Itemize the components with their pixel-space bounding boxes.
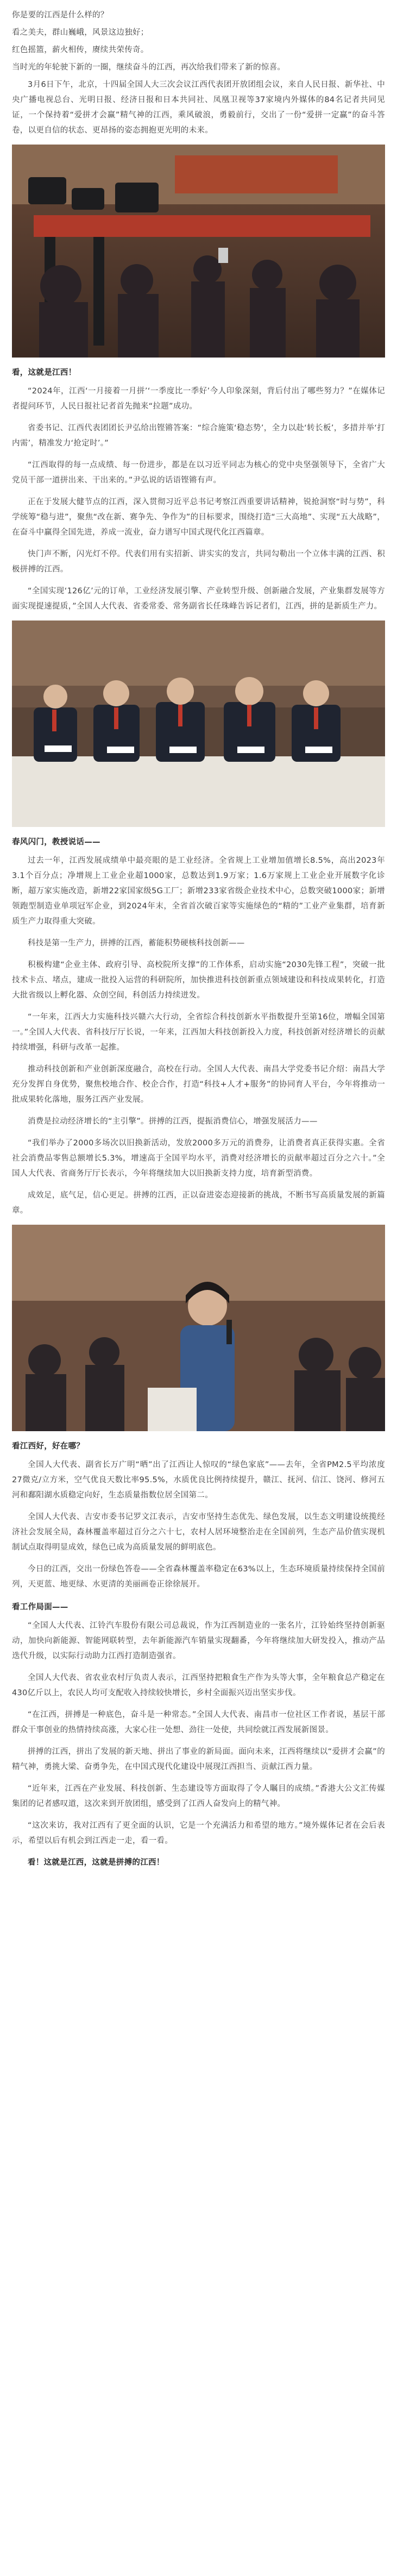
closing-line: 看！这就是江西，这就是拼搏的江西！	[28, 1858, 165, 1867]
paragraph: “近年来，江西在产业发展、科技创新、生态建设等方面取得了令人瞩目的成绩。”香港大公文汇传媒集团的记者感叹道，这次来到开放团组，感受到了江西人奋发向上的精气神。	[12, 1784, 385, 1808]
paragraph: “在江西，拼搏是一种底色，奋斗是一种常态。”全国人大代表、南昌市一位社区工作者说，基层干部群众干事创业的热情持续高涨，大家心往一处想、劲往一处使，共同绘就江西发展新图景。	[12, 1710, 385, 1734]
photo-press-conference	[12, 145, 385, 358]
paragraph: “江西取得的每一点成绩、每一份进步，都是在以习近平同志为核心的党中央坚强领导下，全省广大党员干部一道拼出来、干出来的。”尹弘说的话语铿锵有声。	[12, 461, 385, 485]
paragraph: 全国人大代表、吉安市委书记罗文江表示，吉安市坚持生态优先、绿色发展，以生态文明建设统揽经济社会发展全局，森林覆盖率超过百分之六十七，农村人居环境整治走在全国前列，生态产品价值实现机制试点取得明显成效，绿色已成为高质量发展的鲜明底色。	[12, 1513, 385, 1552]
paragraph: 过去一年，江西发展成绩单中最亮眼的是工业经济。全省规上工业增加值增长8.5%，高出2023年3.1个百分点；净增规上工业企业超1000家，总数达到1.9万家；1.6万家规上工业企业开展数字化诊断，超万家实施改造，新增22家国家级5G工厂；新增233家省级企业技术中心，总数突破1000家；新增领跑型制造业单项冠军企业，到2024年末，全省首次破百家等实施绿色的“精的”工业产业集群，培育新质生产力取得重大突破。	[12, 856, 385, 926]
paragraph: “一年来，江西大力实施科技兴赣六大行动，全省综合科技创新水平指数提升至第16位，增幅全国第一。”全国人大代表、省科技厅厅长说，一年来，江西加大科技创新投入力度，科技创新对经济增长的贡献持续增强，科研与改革一起推。	[12, 1013, 385, 1052]
paragraph: “全国实现‘126亿’元的订单，工业经济发展引擎、产业转型升级、创新融合发展，产业集群发展等方面实现提速提质，”全国人大代表、省委常委、常务副省长任珠峰告诉记者们，江西，拼的是新质生产力。	[12, 587, 385, 611]
paragraph: 省委书记、江西代表团团长尹弘给出铿锵答案：“综合施策‘稳态势’，全力以赴‘转长板’，多措并举‘打内需’，精准发力‘抢定时’。”	[12, 424, 386, 448]
paragraph: “2024年，江西‘一月接着一月拼’‘一季度比一季好’今人印象深刻，背后付出了哪些努力？”在媒体记者提问环节，人民日报社记者首先抛来“拉题”成功。	[12, 387, 385, 411]
paragraph: “这次来访，我对江西有了更全面的认识，它是一个充满活力和希望的地方。”境外媒体记者在会后表示，希望以后有机会到江西走一走，看一看。	[12, 1821, 385, 1845]
paragraph: “我们举办了2000多场次以旧换新活动，发放2000多万元的消费券，让消费者真正获得实惠。全省社会消费品零售总额增长5.3%，增速高于全国平均水平，消费对经济增长的贡献率超过百分之六十。”全国人大代表、省商务厅厅长表示，今年将继续加大以旧换新支持力度，培育新型消费。	[12, 1139, 385, 1178]
paragraph: 正在于发展大健节点的江西，深入贯彻习近平总书记考察江西重要讲话精神，锐抢洞察“时与势”，科学统筹“稳与进”，聚焦“改在新、赛争先、争作为”的目标要求，围绕打造“三大高地”、实现“五大战略”，在奋斗中赢得全国先进，养成一流业，奋力谱写中国式现代化江西篇章。	[12, 498, 385, 537]
intro-line: 看之美夫，群山巍峨，风景这边独好；	[12, 28, 149, 37]
paragraph: 消费是拉动经济增长的“主引擎”。拼搏的江西，提振消费信心，增强发展活力——	[28, 1117, 318, 1126]
paragraph: 成效足，底气足，信心更足。拼搏的江西，正以奋进姿态迎接新的挑战，不断书写高质量发展的新篇章。	[12, 1191, 385, 1215]
paragraph: 积极构建“企业主体、政府引导、高校院所支撑”的工作体系，启动实施“2030先锋工程”，突破一批技术卡点、堵点，建成一批投入运营的科研院所，加快推进科技创新重点领域建设和科技成果转化，打造大批省级以上孵化器、众创空间，科创活力持续迸发。	[12, 961, 385, 1000]
paragraph: 全国人大代表、副省长万广明“晒”出了江西让人惊叹的“绿色家底”——去年，全省PM2.5平均浓度27微克/立方米，空气优良天数比率95.5%，水质优良比例持续提升，赣江、抚河、信江、饶河、修河五河和鄱阳湖水质稳定向好，生态质量指数位居全国第二。	[12, 1461, 385, 1500]
paragraph: 推动科技创新和产业创新深度融合，高校在行动。全国人大代表、南昌大学党委书记介绍：南昌大学充分发挥自身优势，聚焦校地合作、校企合作，打造“科技+人才+服务”的协同育人平台，今年将推动一批成果转化落地，服务江西产业发展。	[12, 1065, 385, 1104]
intro-line: 当时光的年轮驶下新的一圈，继续奋斗的江西，再次给我们带来了新的惊喜。	[12, 63, 286, 72]
intro-line: 红色摇篮，薪火相传，赓续共荣传奇。	[12, 46, 149, 54]
paragraph: 3月6日下午，北京，十四届全国人大三次会议江西代表团开放团组会议，来自人民日报、新华社、中央广播电视总台、光明日报、经济日报和日本共同社、凤凰卫视等37家境内外媒体的84名记者共同见证，一个保持着“爱拼才会赢”精气神的江西，乘风破浪，勇毅前行，交出了一份“爱拼一定赢”的奋斗答卷，以更自信的状态、更昂扬的姿态拥抱更光明的未来。	[12, 80, 385, 135]
intro-line: 你是要的江西是什么样的？	[12, 11, 109, 20]
paragraph: “全国人大代表、江铃汽车股份有限公司总裁说，作为江西制造业的一张名片，江铃始终坚持创新驱动，加快向新能源、智能网联转型，去年新能源汽车销量实现翻番，今年将继续加大研发投入，推动产品迭代升级，以实际行动助力江西打造制造强省。	[12, 1621, 385, 1660]
photo-delegates-table	[12, 621, 385, 827]
section-title: 看江西好，好在哪？	[12, 1442, 85, 1451]
section-title: 看工作局面——	[12, 1603, 68, 1612]
photo-delegate-speaking	[12, 1225, 385, 1431]
paragraph: 拼搏的江西，拼出了发展的新天地、拼出了事业的新局面。面向未来，江西将继续以“爱拼才会赢”的精气神，勇挑大梁、奋勇争先，在中国式现代化建设中展现江西担当、贡献江西力量。	[12, 1747, 385, 1771]
section-title: 看，这就是江西！	[12, 368, 77, 377]
paragraph: 全国人大代表、省农业农村厅负责人表示，江西坚持把粮食生产作为头等大事，全年粮食总产稳定在430亿斤以上，农民人均可支配收入持续较快增长，乡村全面振兴迈出坚实步伐。	[12, 1674, 385, 1697]
paragraph: 今日的江西，交出一份绿色答卷——全省森林覆盖率稳定在63%以上，生态环境质量持续保持全国前列，天更蓝、地更绿、水更清的美丽画卷正徐徐展开。	[12, 1565, 385, 1589]
section-title: 春风闪门，教授说话——	[12, 838, 100, 847]
paragraph: 科技是第一生产力，拼搏的江西，蓄能积势硬核科技创新——	[28, 939, 245, 948]
intro-block	[12, 8, 385, 75]
paragraph: 快门声不断，闪光灯不停。代表们用有实招新、讲实实的发言，共同勾勒出一个立体丰满的江西、积极拼搏的江西。	[12, 550, 385, 574]
